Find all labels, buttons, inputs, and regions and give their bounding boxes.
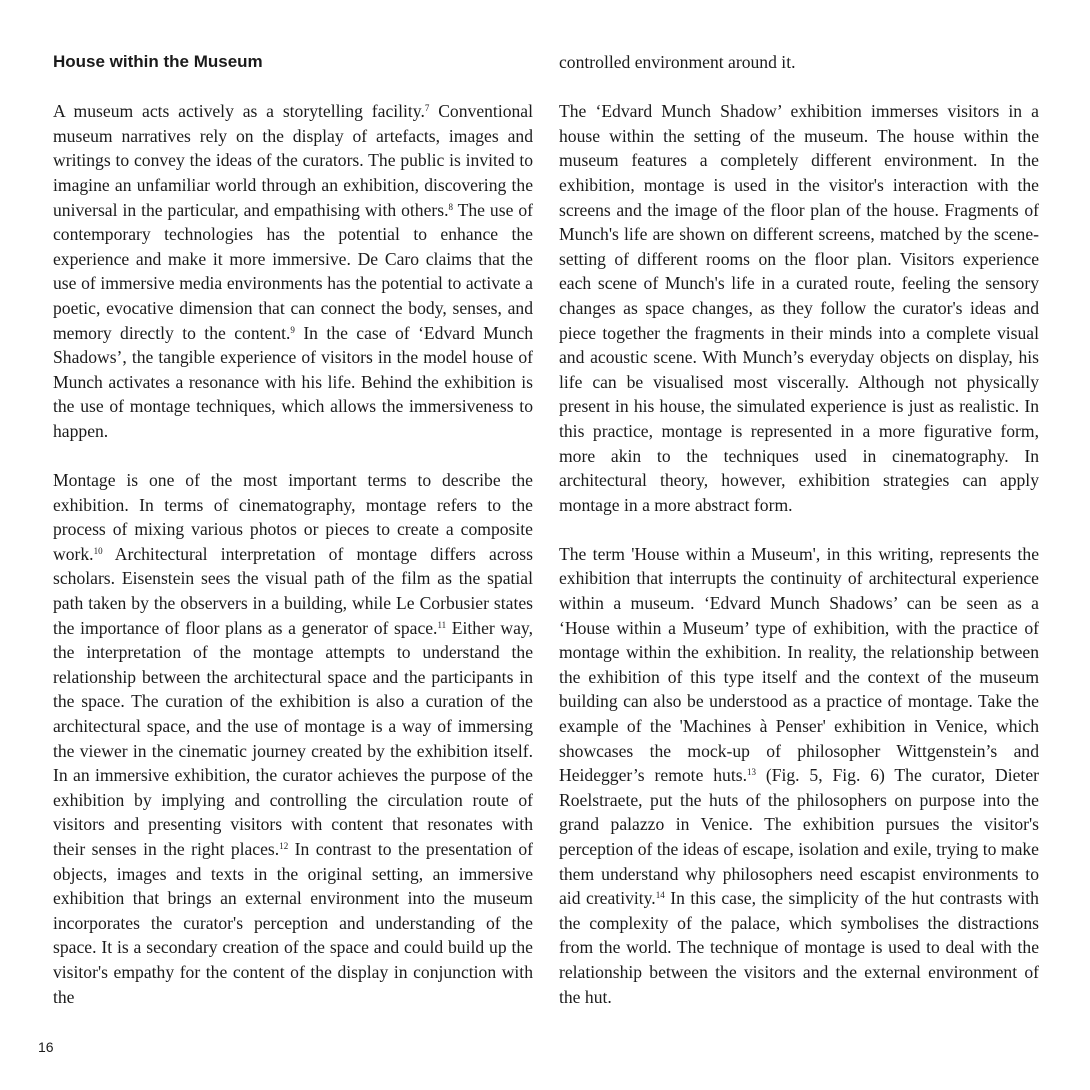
- paragraph-gap: [559, 517, 1039, 542]
- footnote-ref-14: 14: [655, 890, 665, 901]
- paragraph-gap: [53, 444, 533, 469]
- text-run: In contrast to the presentation of objects, images and texts in the original setting, an immersive exhibition that brings an external environment into the museum incorporates the curator's perception and understanding of the space. It is a secondary creation of the space and could build up the visitor's empathy for the content of the display in conjunction with the: [53, 839, 534, 1007]
- footnote-ref-9: 9: [290, 324, 295, 335]
- footnote-ref-8: 8: [448, 201, 453, 212]
- footnote-ref-12: 12: [279, 841, 289, 851]
- footnote-ref-11: 11: [437, 619, 447, 630]
- footnote-ref-13: 13: [746, 767, 756, 778]
- left-column: [53, 50, 533, 1009]
- paragraph-gap: [53, 75, 533, 100]
- paragraph-montage: [53, 468, 533, 1009]
- text-run: Montage is one of the most important terms to describe the exhibition. In terms of cinematography, montage refers to the process of mixing various photos or pieces to create a composite work.: [53, 470, 533, 564]
- text-run: Architectural interpretation of montage differs across scholars. Eisenstein sees the visual path of the film as the spatial path taken by the observers in a building, while Le Corbusier states the importance of floor plans as a generator of space.: [53, 543, 533, 638]
- paragraph-house-within-museum: [559, 542, 1039, 1009]
- paragraph-munch-shadow: The ‘Edvard Munch Shadow’ exhibition immerses visitors in a house within the setting of the museum. The house within the museum features a completely different environment. In the exhibition, montage is used in the visitor's interaction with the screens and the image of the floor plan of the house. Fragments of Munch's life are shown on different screens, matched by the scene-setting of different rooms on the floor plan. Visitors experience each scene of Munch's life in a curated route, feeling the sensory changes as space changes, as they follow the curator's ideas and piece together the fragments in their minds into a complete visual and acoustic scene. With Munch’s everyday objects on display, his life can be visualised most viscerally. Although not physically present in his house, the simulated experience is just as realistic. In this practice, montage is represented in a more figurative form, more akin to the techniques used in cinematography. In architectural theory, however, exhibition strategies can apply montage in a more abstract form.: [559, 101, 1039, 515]
- page-number: 16: [38, 1039, 54, 1055]
- text-run: A museum acts actively as a storytelling facility.: [53, 101, 425, 122]
- paragraph-continuation: controlled environment around it.: [559, 52, 796, 72]
- text-run: (Fig. 5, Fig. 6) The curator, Dieter Roelstraete, put the huts of the philosophers on purpose into the grand palazzo in Venice. The exhibition pursues the visitor's perception of the ideas of escape, isolation and exile, trying to make them understand why philosophers need escapist environments to aid creativity.: [559, 765, 1039, 909]
- paragraph-gap: [559, 75, 1039, 100]
- right-column: [559, 50, 1039, 1009]
- text-run: Conventional museum narratives rely on the display of artefacts, images and writings to convey the ideas of the curators. The public is invited to imagine an unfamiliar world through an exhibition, discovering the universal in the particular, and empathising with others.: [53, 101, 533, 220]
- text-run: In the case of ‘Edvard Munch Shadows’, the tangible experience of visitors in the model house of Munch activates a resonance with his life. Behind the exhibition is the use of montage techniques, which allows the immersiveness to happen.: [53, 322, 533, 441]
- text-run: The use of contemporary technologies has the potential to enhance the experience and make it more immersive. De Caro claims that the use of immersive media environments has the potential to activate a poetic, evocative dimension that can connect the body, senses, and memory directly to the content.: [53, 199, 533, 343]
- text-run: In this case, the simplicity of the hut contrasts with the complexity of the palace, which symbolises the distractions from the world. The technique of montage is used to deal with the relationship between the visitors and the external environment of the hut.: [559, 888, 1039, 1007]
- footnote-ref-7: 7: [424, 103, 430, 114]
- footnote-ref-10: 10: [93, 545, 103, 556]
- text-run: The term 'House within a Museum', in this writing, represents the exhibition that interrupts the continuity of architectural experience within a museum. ‘Edvard Munch Shadows’ can be seen as a ‘House within a Museum’ type of exhibition, with the practice of montage within the exhibition. In reality, the relationship between the exhibition of this type itself and the context of the museum building can also be understood as a practice of montage. Take the example of the 'Machines à Penser' exhibition in Venice, which showcases the mock-up of philosopher Wittgenstein’s and Heidegger’s remote huts.: [559, 543, 1039, 786]
- text-run: Either way, the interpretation of the montage attempts to understand the relationship between the architectural space and the participants in the space. The curation of the exhibition is also a curation of the architectural space, and the use of montage is a way of immersing the viewer in the cinematic journey created by the exhibition itself. In an immersive exhibition, the curator achieves the purpose of the exhibition by implying and controlling the circulation route of visitors and presenting visitors with content that resonates with their senses in the right places.: [53, 617, 533, 859]
- paragraph-storytelling: [53, 99, 533, 443]
- section-heading: House within the Museum: [53, 52, 263, 71]
